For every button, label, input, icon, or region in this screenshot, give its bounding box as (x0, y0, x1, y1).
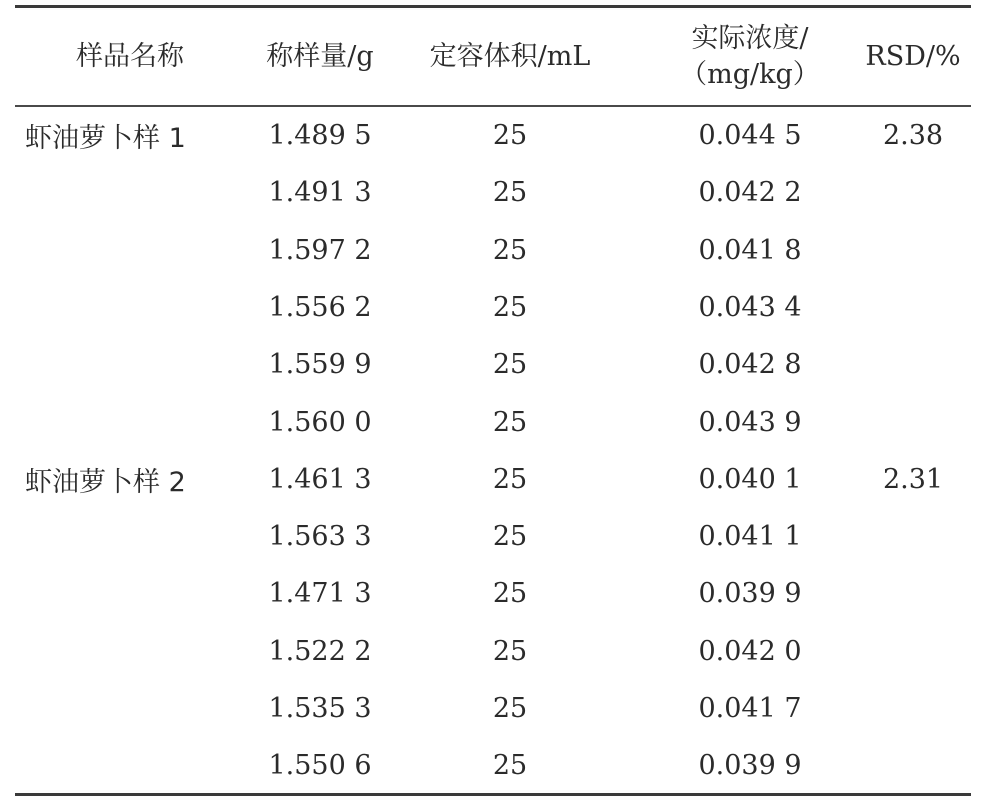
table-row (15, 107, 971, 164)
cell-sample-mass: 1.560 0 (268, 406, 372, 438)
cell-rsd (855, 680, 971, 737)
header-sample-name-label: 样品名称 (76, 40, 184, 72)
cell-volume: 25 (492, 177, 528, 209)
header-concentration (635, 8, 865, 105)
cell-rsd: 2.31 (882, 463, 944, 495)
cell-volume: 25 (492, 291, 528, 323)
cell-rsd (855, 737, 971, 794)
cell-volume: 25 (492, 750, 528, 782)
table-row (15, 279, 971, 336)
cell-volume: 25 (492, 578, 528, 610)
cell-rsd: 2.38 (882, 120, 944, 151)
cell-concentration: 0.039 9 (698, 750, 802, 782)
cell-sample-name (15, 394, 245, 451)
cell-concentration: 0.042 0 (698, 635, 802, 667)
cell-sample-mass: 1.489 5 (268, 120, 372, 151)
cell-volume: 25 (492, 234, 528, 266)
cell-sample-name (15, 623, 245, 680)
cell-volume: 25 (492, 120, 528, 151)
table-row (15, 680, 971, 737)
cell-volume: 25 (492, 693, 528, 724)
cell-rsd (855, 222, 971, 279)
cell-volume: 25 (492, 635, 528, 667)
cell-sample-name (15, 737, 245, 794)
cell-concentration: 0.041 8 (698, 234, 802, 266)
table-row (15, 222, 971, 279)
cell-sample-mass: 1.535 3 (268, 693, 372, 724)
table-row (15, 336, 971, 393)
cell-sample-mass: 1.556 2 (268, 291, 372, 323)
header-volume (405, 8, 615, 105)
cell-sample-mass: 1.550 6 (268, 750, 372, 782)
cell-sample-name: 虾油萝卜样 2 (25, 466, 186, 498)
header-concentration-line2: （mg/kg） (680, 58, 820, 90)
table-row (15, 623, 971, 680)
cell-rsd (855, 623, 971, 680)
cell-sample-name (15, 336, 245, 393)
cell-rsd (855, 394, 971, 451)
table-row (15, 565, 971, 622)
cell-rsd (855, 565, 971, 622)
cell-rsd (855, 508, 971, 565)
cell-sample-mass: 1.471 3 (268, 578, 372, 610)
cell-concentration: 0.043 4 (698, 291, 802, 323)
table-header (15, 8, 971, 105)
cell-concentration: 0.041 7 (698, 693, 802, 724)
table-row (15, 394, 971, 451)
cell-sample-name: 虾油萝卜样 1 (25, 123, 186, 154)
cell-sample-mass: 1.597 2 (268, 234, 372, 266)
table-row (15, 451, 971, 508)
cell-sample-mass: 1.563 3 (268, 521, 372, 553)
cell-volume: 25 (492, 349, 528, 381)
cell-sample-name (15, 164, 245, 221)
cell-sample-name (15, 565, 245, 622)
cell-sample-mass: 1.522 2 (268, 635, 372, 667)
table-row (15, 737, 971, 794)
cell-sample-name (15, 680, 245, 737)
cell-sample-mass: 1.461 3 (268, 463, 372, 495)
cell-volume: 25 (492, 463, 528, 495)
table-bottom-rule (15, 793, 971, 796)
header-concentration-line1: 实际浓度/ (691, 22, 809, 54)
cell-sample-name (15, 222, 245, 279)
header-rsd-label: RSD/% (865, 40, 961, 72)
cell-rsd (855, 279, 971, 336)
cell-concentration: 0.041 1 (698, 521, 802, 553)
cell-volume: 25 (492, 521, 528, 553)
header-sample-mass (245, 8, 395, 105)
cell-volume: 25 (492, 406, 528, 438)
header-rsd (855, 8, 971, 105)
table-row (15, 508, 971, 565)
cell-rsd (855, 164, 971, 221)
cell-sample-name (15, 279, 245, 336)
header-sample-mass-label: 称样量/g (266, 40, 374, 72)
header-volume-label: 定容体积/mL (429, 40, 591, 72)
header-sample-name (15, 8, 245, 105)
cell-rsd (855, 336, 971, 393)
cell-concentration: 0.040 1 (698, 463, 802, 495)
cell-sample-mass: 1.491 3 (268, 177, 372, 209)
cell-concentration: 0.043 9 (698, 406, 802, 438)
cell-concentration: 0.042 8 (698, 349, 802, 381)
cell-concentration: 0.044 5 (698, 120, 802, 151)
cell-concentration: 0.042 2 (698, 177, 802, 209)
cell-concentration: 0.039 9 (698, 578, 802, 610)
cell-sample-mass: 1.559 9 (268, 349, 372, 381)
cell-sample-name (15, 508, 245, 565)
table-row (15, 164, 971, 221)
